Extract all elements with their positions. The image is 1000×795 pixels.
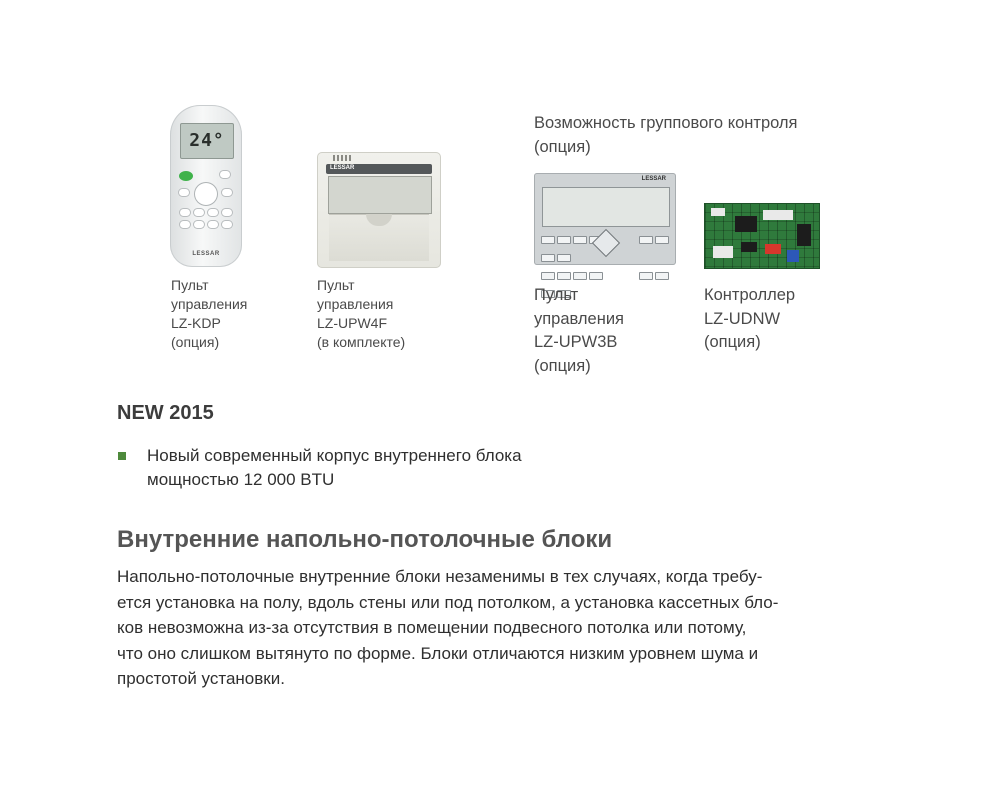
remote-button-icon [208, 209, 218, 216]
brand-logo: LESSAR [330, 165, 355, 171]
vent-icon [333, 155, 351, 161]
remote-button-icon [222, 221, 232, 228]
remote-display: 24° [180, 123, 234, 159]
bullet-square-icon [118, 452, 126, 460]
panel-lz-upw3b-image [534, 173, 676, 265]
remote-button-icon [220, 171, 230, 178]
remote-button-icon [180, 221, 190, 228]
remote-button-icon [222, 189, 232, 196]
new-feature-bullet: Новый современный корпус внутреннего блока мощностью 12 000 BTU [147, 446, 522, 489]
remote-lz-kdp-image [170, 105, 242, 267]
new-2015-title: NEW 2015 [117, 402, 214, 424]
panel-lz-upw4f-image [317, 152, 441, 268]
remote-button-icon [180, 209, 190, 216]
panel-header-bar [326, 164, 432, 174]
controller-lz-udnw-image [704, 203, 820, 269]
remote-button-icon [222, 209, 232, 216]
brand-logo: LESSAR [192, 251, 220, 257]
remote-button-icon [208, 221, 218, 228]
remote-button-icon [194, 209, 204, 216]
power-button-icon [179, 171, 193, 181]
caption-lz-upw4f: Пульт управления LZ-UPW4F (в комплекте) [317, 277, 406, 350]
caption-lz-kdp: Пульт управления LZ-KDP (опция) [171, 277, 248, 350]
section-title: Внутренние напольно-потолочные блоки [117, 526, 613, 553]
brand-logo: LESSAR [641, 176, 666, 182]
caption-lz-upw3b: Пульт управления LZ-UPW3B (опция) [534, 286, 624, 375]
panel-screen [542, 187, 670, 227]
caption-lz-udnw: Контроллер LZ-UDNW (опция) [704, 286, 796, 351]
remote-button-icon [179, 189, 189, 196]
dpad-icon [195, 183, 217, 205]
group-control-heading: Возможность группового контроля (опция) [534, 114, 798, 156]
remote-button-icon [194, 221, 204, 228]
section-body: Напольно-потолочные внутренние блоки незаменимы в тех случаях, когда требу- ется установка на полу, вдоль стены или под потолком, а установка кассетных бло- ков невозможна из-за отсутствия в помещении подвесного потолка или потому, что оно слишком вытянуто по форме. Блоки отличаются низким уровнем шума и простотой установки. [117, 567, 779, 688]
panel-screen [328, 176, 432, 214]
